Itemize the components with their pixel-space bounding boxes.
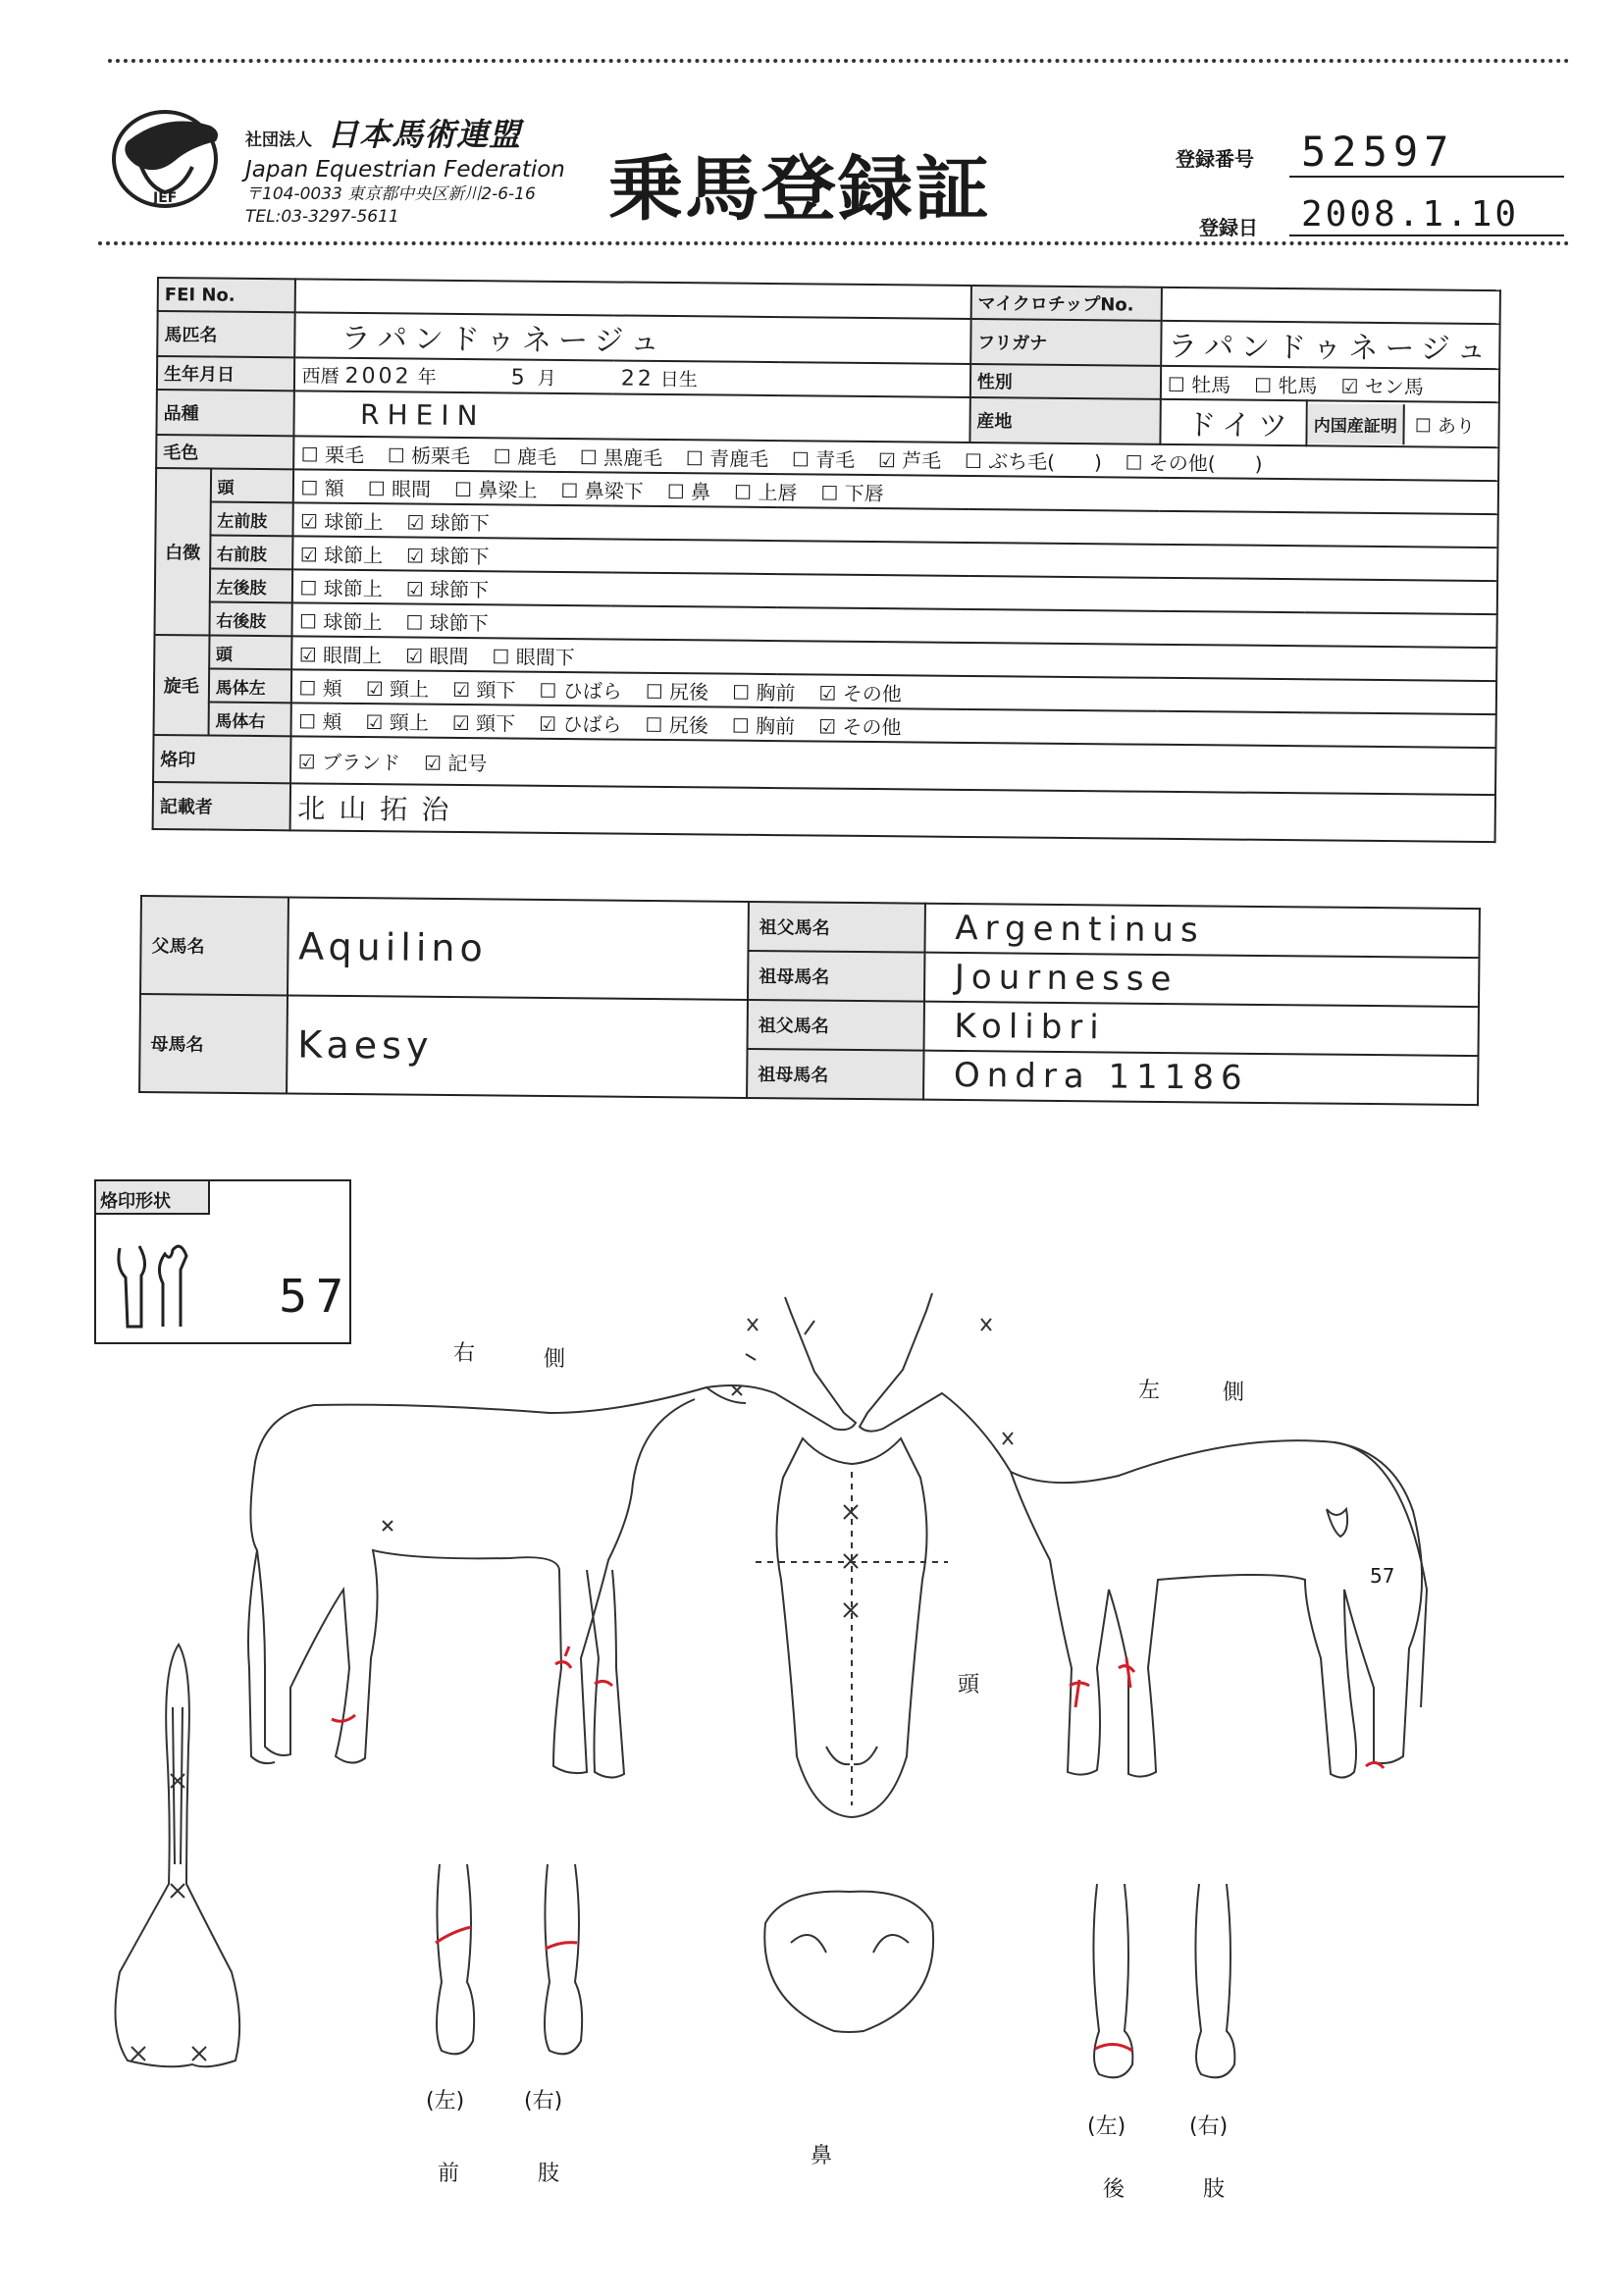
right-horse-red-marks — [332, 1646, 612, 1721]
whorl-option[interactable]: ☐ 尻後 — [645, 712, 708, 737]
left-horse-whorl-marks — [981, 1319, 1347, 1537]
logo-text: JEF — [153, 190, 178, 206]
coat-option-grey[interactable]: ☑ 芦毛 — [877, 447, 942, 473]
white-marks-part: 頭 — [210, 469, 293, 503]
whorls-part: 頭 — [209, 636, 292, 670]
horse-name-label: 馬匹名 — [157, 311, 295, 357]
coat-option-black[interactable]: ☐ 青毛 — [791, 446, 856, 472]
brand-shape-number: 57 — [279, 1270, 352, 1323]
nose-label: 鼻 — [811, 2144, 833, 2168]
white-marks-label: 白徴 — [154, 468, 210, 636]
white-mark-option[interactable]: ☐ 鼻 — [666, 479, 711, 503]
white-mark-option[interactable]: ☐ 鼻梁下 — [560, 478, 644, 503]
org-address: 〒104-0033 東京都中央区新川2-6-16 — [245, 184, 536, 204]
sex-label: 性別 — [970, 364, 1161, 399]
document-title: 乗馬登録証 — [608, 146, 991, 231]
microchip-label: マイクロチップNo. — [970, 286, 1161, 321]
fei-no-label: FEI No. — [158, 278, 296, 312]
white-mark-option[interactable]: ☐ 球節上 — [299, 608, 383, 634]
right-side-label-b: 側 — [544, 1347, 566, 1372]
coat-option-other[interactable]: ☐ その他( ) — [1125, 449, 1263, 476]
hind-legs-view — [1093, 1884, 1234, 2077]
dam-dam-value: Ondra 11186 — [953, 1055, 1249, 1098]
birth-prefix: 西暦 — [301, 364, 340, 388]
dam-dam-label: 祖母馬名 — [747, 1049, 923, 1100]
furigana-value: ラパンドゥネージュ — [1168, 329, 1493, 368]
dam-sire-value: Kolibri — [954, 1006, 1106, 1048]
whorls-part: 馬体右 — [208, 703, 291, 737]
origin-label: 産地 — [969, 397, 1161, 444]
sire-dam-label: 祖母馬名 — [748, 951, 924, 1002]
domestic-cert-label: 内国産証明 — [1308, 403, 1405, 444]
sire-value: Aquilino — [297, 924, 488, 970]
white-mark-option[interactable]: ☑ 球節下 — [405, 543, 490, 568]
front-right-label: (右) — [524, 2089, 563, 2113]
white-mark-option[interactable]: ☑ 球節上 — [299, 542, 384, 567]
right-horse-whorl-marks — [383, 1319, 758, 1531]
dam-sire-label: 祖父馬名 — [748, 1000, 924, 1051]
brand-option-brand[interactable]: ☑ ブランド — [297, 749, 401, 774]
whorl-option[interactable]: ☑ 頸上 — [365, 676, 430, 702]
coat-option-bay[interactable]: ☐ 鹿毛 — [493, 444, 557, 469]
birth-year: 2002 — [344, 363, 412, 389]
right-side-label-a: 右 — [453, 1341, 476, 1366]
reg-number-label: 登録番号 — [1176, 147, 1254, 171]
white-mark-option[interactable]: ☐ 下唇 — [820, 481, 884, 505]
head-label: 頭 — [958, 1673, 980, 1697]
hind-right-label: (右) — [1189, 2114, 1229, 2139]
coat-option-dark-bay[interactable]: ☐ 黒鹿毛 — [579, 444, 663, 470]
whorl-option[interactable]: ☐ 胸前 — [732, 680, 796, 704]
whorl-option[interactable]: ☑ 頸下 — [452, 677, 516, 703]
front-left-label: (左) — [426, 2089, 465, 2113]
birth-day: 22 — [620, 366, 654, 391]
whorl-option[interactable]: ☑ 眼間 — [405, 643, 469, 668]
domestic-cert-option[interactable]: ☐ あり — [1414, 414, 1475, 438]
whorl-option[interactable]: ☑ 眼間上 — [298, 642, 383, 667]
front-legs-label-b: 肢 — [538, 2162, 560, 2186]
white-mark-option[interactable]: ☑ 球節下 — [406, 509, 490, 535]
recorder-label: 記載者 — [153, 782, 291, 830]
recorder-value: 北山拓治 — [297, 792, 463, 827]
front-head-view — [756, 1438, 948, 1817]
white-marks-part: 右後肢 — [209, 602, 292, 637]
left-horse-brand-number: 57 — [1370, 1564, 1395, 1588]
white-mark-option[interactable]: ☑ 球節下 — [405, 576, 490, 601]
whorls-part: 馬体左 — [208, 669, 291, 704]
front-legs-label-a: 前 — [438, 2162, 460, 2186]
whorl-option[interactable]: ☐ 眼間下 — [492, 644, 575, 669]
left-horse-red-marks — [1070, 1658, 1384, 1768]
white-marks-part: 右前肢 — [210, 536, 293, 570]
sire-sire-value: Argentinus — [955, 908, 1205, 951]
whorl-option[interactable]: ☐ 尻後 — [645, 679, 709, 704]
white-mark-option[interactable]: ☐ 球節上 — [299, 575, 383, 600]
white-mark-option[interactable]: ☐ 上唇 — [734, 480, 798, 504]
coat-option-brown[interactable]: ☐ 青鹿毛 — [685, 445, 769, 471]
hind-legs-label-b: 肢 — [1203, 2177, 1226, 2202]
horse-name-value: ラパンドゥネージュ — [340, 321, 667, 359]
dam-value: Kaesy — [297, 1022, 434, 1068]
nose-view — [764, 1892, 933, 2032]
front-legs-red-marks — [436, 1927, 577, 1949]
white-mark-option[interactable]: ☐ 額 — [300, 475, 344, 500]
brand-label: 烙印 — [153, 735, 291, 783]
org-name-jp: 日本馬術連盟 — [327, 116, 522, 153]
birth-day-unit: 日生 — [659, 368, 698, 391]
org-tel: TEL:03-3297-5611 — [245, 207, 399, 227]
white-marks-part: 左後肢 — [209, 569, 292, 603]
breed-value: RHEIN — [359, 397, 486, 432]
birth-year-unit: 年 — [417, 366, 437, 389]
reg-date-value: 2008.1.10 — [1289, 194, 1564, 236]
hind-legs-label-a: 後 — [1103, 2177, 1126, 2202]
reg-date-label: 登録日 — [1199, 216, 1258, 239]
right-side-horse — [248, 1297, 856, 1778]
whorl-option[interactable]: ☐ 頬 — [298, 708, 342, 734]
hind-left-label: (左) — [1087, 2114, 1126, 2139]
whorl-option[interactable]: ☑ 頸下 — [451, 710, 516, 736]
org-name-en: Japan Equestrian Federation — [245, 157, 565, 183]
left-side-label-a: 左 — [1138, 1379, 1161, 1403]
white-mark-option[interactable]: ☐ 眼間 — [367, 476, 432, 501]
whorl-option[interactable]: ☐ 頬 — [298, 675, 342, 701]
whorls-label: 旋毛 — [154, 635, 210, 736]
white-mark-option[interactable]: ☐ 鼻梁上 — [453, 477, 538, 502]
breed-label: 品種 — [156, 390, 294, 436]
front-legs-view — [437, 1864, 582, 2054]
birth-month-unit: 月 — [537, 367, 556, 390]
whorl-option[interactable]: ☑ その他 — [818, 713, 902, 739]
white-mark-option[interactable]: ☑ 球節上 — [299, 508, 384, 534]
brand-shape-label: 烙印形状 — [94, 1179, 210, 1215]
sex-option-mare[interactable]: ☐ 牝馬 — [1254, 373, 1318, 397]
birth-month: 5 — [510, 364, 532, 391]
whorl-option[interactable]: ☑ その他 — [818, 680, 902, 705]
white-mark-option[interactable]: ☐ 球節下 — [405, 609, 489, 635]
coat-label: 毛色 — [156, 435, 294, 469]
corp-type: 社団法人 — [245, 130, 312, 150]
whorl-option[interactable]: ☑ ひばら — [539, 711, 622, 737]
sire-sire-label: 祖父馬名 — [749, 902, 925, 953]
sire-label: 父馬名 — [140, 896, 288, 995]
whorl-option[interactable]: ☐ ひばら — [539, 678, 622, 704]
coat-option-chestnut[interactable]: ☐ 栗毛 — [300, 442, 365, 467]
hind-legs-red-marks — [1095, 2044, 1132, 2051]
birth-label: 生年月日 — [157, 356, 295, 391]
furigana-label: フリガナ — [970, 319, 1162, 366]
sire-dam-value: Journesse — [954, 957, 1178, 1000]
reg-number-value: 52597 — [1289, 128, 1564, 178]
dam-label: 母馬名 — [139, 994, 288, 1093]
sex-option-gelding[interactable]: ☑ セン馬 — [1340, 374, 1424, 398]
top-view-horse — [116, 1644, 240, 2066]
brand-option-mark[interactable]: ☑ 記号 — [423, 751, 488, 775]
white-marks-part: 左前肢 — [210, 502, 293, 537]
coat-option-pinto[interactable]: ☐ ぶち毛( ) — [964, 448, 1102, 474]
whorl-option[interactable]: ☐ 胸前 — [731, 713, 796, 738]
left-side-label-b: 側 — [1223, 1381, 1245, 1405]
origin-value: ドイツ — [1186, 408, 1295, 444]
coat-option-dark-chestnut[interactable]: ☐ 栃栗毛 — [387, 443, 471, 468]
sex-option-stallion[interactable]: ☐ 牡馬 — [1167, 372, 1231, 397]
whorl-option[interactable]: ☑ 頸上 — [365, 709, 429, 735]
